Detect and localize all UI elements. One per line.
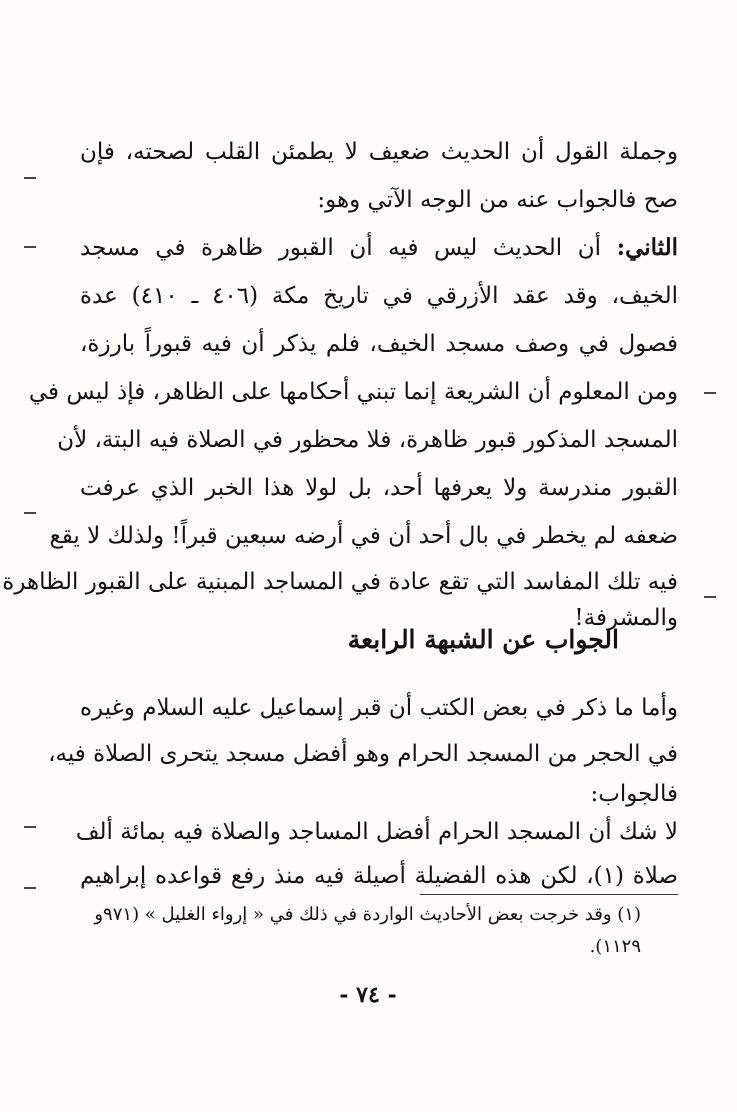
paragraph-3-line-3: فالجواب: [590,781,678,807]
margin-mark [704,392,716,394]
paragraph-2-line-1 [80,228,678,268]
paragraph-2-line-7: ضعفه لم يخطر في بال أحد أن في أرضه سبعين قبراً! ولذلك لا يقع [49,523,678,549]
paragraph-2-line-3: فصول في وصف مسجد الخيف، فلم يذكر أن فيه قبوراً بارزة، [80,331,678,357]
paragraph-4-line-2: صلاة (١)، لكن هذه الفضيلة أصيلة فيه منذ رفع قواعده إبراهيم [80,863,678,889]
paragraph-2-line-2: الخيف، وقد عقد الأزرقي في تاريخ مكة (٤٠٦ ـ ٤١٠) عدة [80,283,678,309]
paragraph-2-line-8: فيه تلك المفاسد التي تقع عادة في المساجد المبنية على القبور الظاهرة [2,569,678,595]
footnote-separator [420,894,678,895]
paragraph-2-line-5: المسجد المذكور قبور ظاهرة، فلا محظور في الصلاة فيه البتة، لأن [57,427,678,453]
margin-mark [24,177,36,179]
paragraph-1-line-2: صح فالجواب عنه من الوجه الآتي وهو: [317,187,678,213]
paragraph-3-line-1: وأما ما ذكر في بعض الكتب أن قبر إسماعيل عليه السلام وغيره [80,695,678,721]
page-number: - ٧٤ - [339,982,397,1008]
footnote-line-2: ١١٢٩). [589,936,641,957]
margin-mark [24,887,36,889]
footnote-line-1: (١) وقد خرجت بعض الأحاديث الواردة في ذلك في « إرواء الغليل » (٩٧١و [94,904,641,925]
paragraph-1-line-1: وجملة القول أن الحديث ضعيف لا يطمئن القلب لصحته، فإن [80,139,678,165]
margin-mark [24,826,36,828]
paragraph-2-line-6: القبور مندرسة ولا يعرفها أحد، بل لولا هذا الخبر الذي عرفت [80,475,678,501]
paragraph-2-line-1-text: أن الحديث ليس فيه أن القبور ظاهرة في مسجد [80,235,601,261]
margin-mark [24,512,36,514]
paragraph-2-line-4: ومن المعلوم أن الشريعة إنما تبني أحكامها على الظاهر، فإذ ليس في [28,379,678,405]
section-heading: الجواب عن الشبهة الرابعة [347,625,619,654]
paragraph-2-lead: الثاني: [616,234,678,261]
margin-mark [24,246,36,248]
paragraph-3-line-2: في الحجر من المسجد الحرام وهو أفضل مسجد يتحرى الصلاة فيه، [48,741,678,767]
margin-mark [704,596,716,598]
paragraph-4-line-1: لا شك أن المسجد الحرام أفضل المساجد والصلاة فيه بمائة ألف [75,819,678,845]
paragraph-2-line-9: والمشرفة! [574,605,678,631]
